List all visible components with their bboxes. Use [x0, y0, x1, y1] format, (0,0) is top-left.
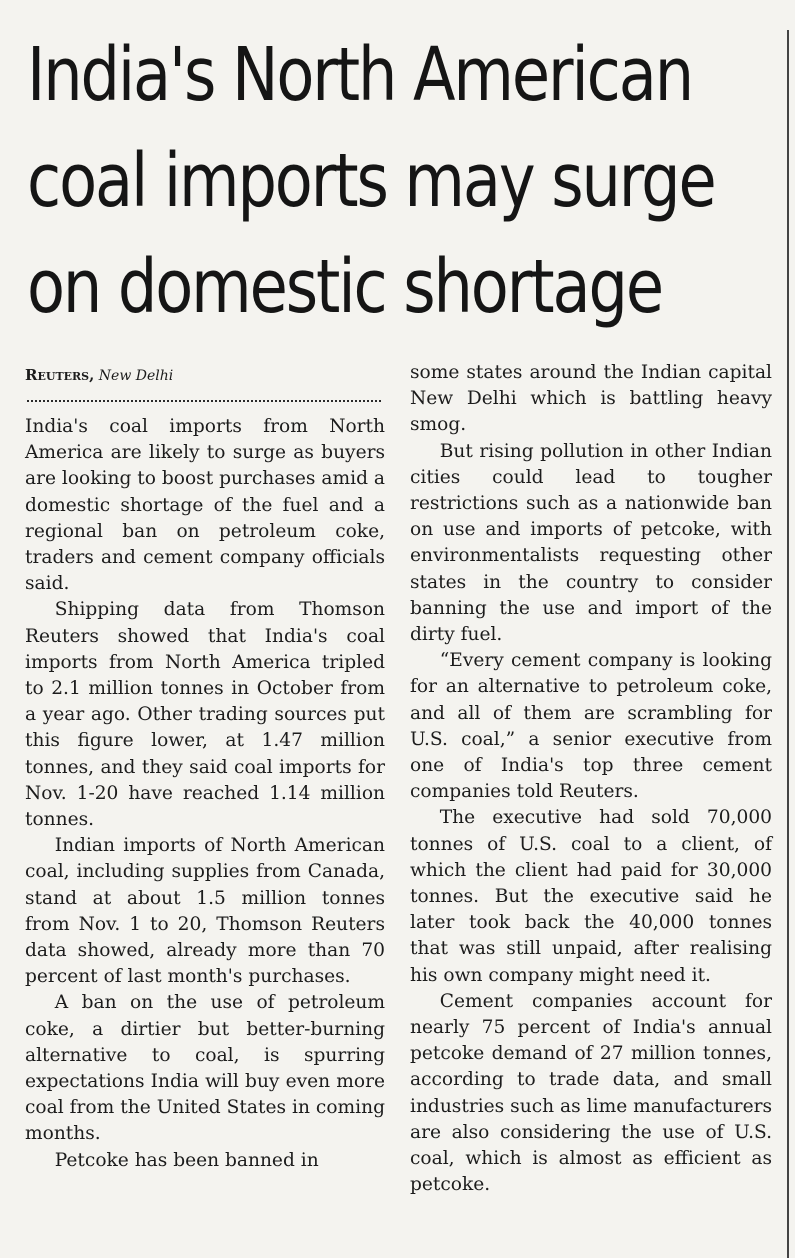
column-rule — [787, 30, 789, 1258]
headline — [27, 22, 715, 340]
paragraph: Petcoke has been banned in — [54, 1149, 319, 1171]
paragraph: Shipping data from Thomson Reuters showed that India's coal imports from North America tripled to 2.1 million tonnes in October from a year ago. Other trading sources put this figure lower, at 1.47 million tonnes, and they said coal imports for Nov. 1-20 have reached 1.14 million tonnes. — [25, 599, 385, 831]
article-column-left — [25, 360, 385, 1174]
paragraph: “Every cement company is looking for an alternative to petroleum coke, and all of them are scrambling for U.S. coal,” a senior executive from one of India's top three cement companies told Reuters. — [410, 650, 772, 803]
dateline — [25, 360, 385, 390]
agency-name: Reuters, — [25, 366, 95, 384]
headline-line: on domestic shortage — [27, 244, 662, 330]
paragraph: Indian imports of North American coal, including supplies from Canada, stand at about 1.5 million tonnes from Nov. 1 to 20, Thomson Reuters data showed, already more than 70 percent of last month's purchases. — [25, 835, 385, 988]
paragraph: A ban on the use of petroleum coke, a dirtier but better-burning alternative to coal, is spurring expectations India will buy even more coal from the United States in coming months. — [25, 992, 385, 1145]
paragraph: The executive had sold 70,000 tonnes of U.S. coal to a client, of which the client had paid for 30,000 tonnes. But the executive said he later took back the 40,000 tonnes that was still unpaid, after realising his own company might need it. — [410, 807, 772, 986]
paragraph: India's coal imports from North America are likely to surge as buyers are looking to boost purchases amid a domestic shortage of the fuel and a regional ban on petroleum coke, traders and cement company officials said. — [25, 416, 385, 595]
paragraph: some states around the Indian capital New Delhi which is battling heavy smog. — [410, 362, 772, 436]
dateline-location: New Delhi — [98, 368, 174, 384]
paragraph: But rising pollution in other Indian cities could lead to tougher restrictions such as a nationwide ban on use and imports of petcoke, with environmentalists requesting other states in the country to consider banning the use and import of the dirty fuel. — [410, 440, 772, 646]
paragraph: Cement companies account for nearly 75 percent of India's annual petcoke demand of 27 million tonnes, according to trade data, and small industries such as lime manufacturers are also considering the use of U.S. coal, which is almost as efficient as petcoke. — [410, 990, 772, 1196]
article-column-right — [410, 360, 772, 1199]
headline-line: coal imports may surge — [27, 138, 715, 224]
headline-line: India's North American — [27, 32, 693, 118]
dotted-divider — [27, 400, 381, 402]
